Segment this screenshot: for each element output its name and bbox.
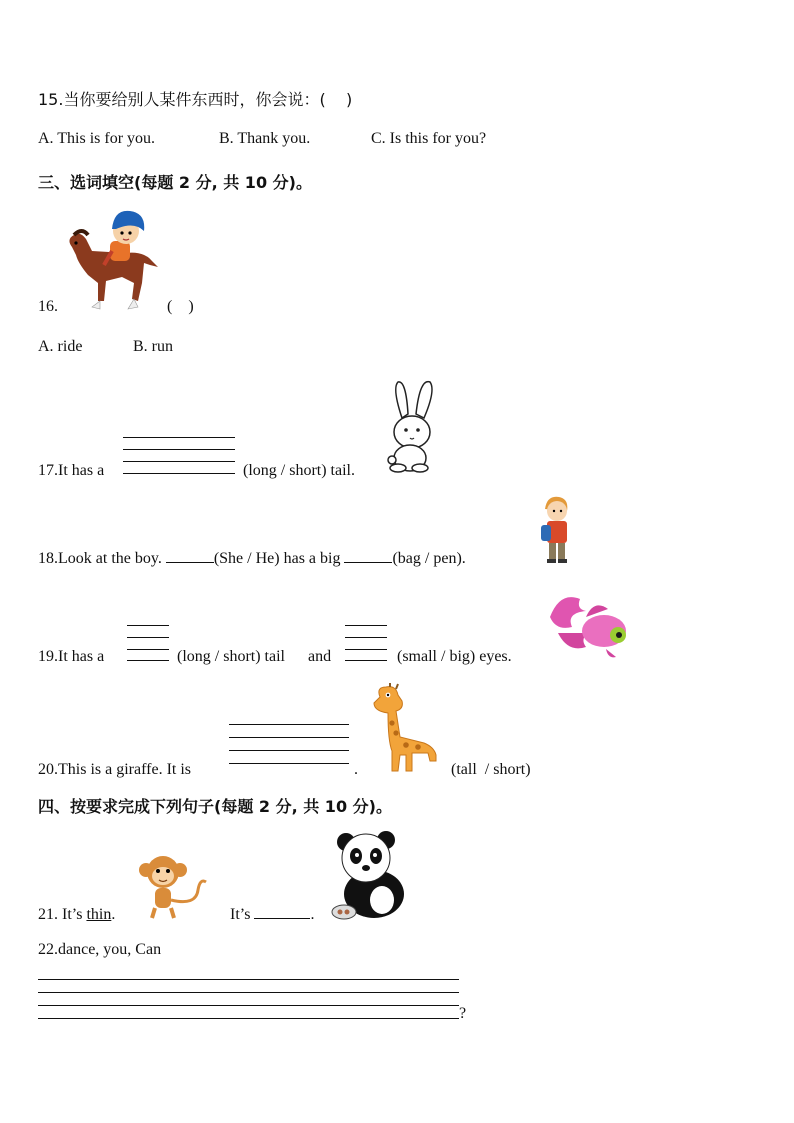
q15-option-b: B. Thank you. bbox=[219, 130, 311, 147]
q15-option-a: A. This is for you. bbox=[38, 130, 156, 147]
section3-heading: 三、选词填空(每题 2 分, 共 10 分)。 bbox=[38, 173, 312, 192]
giraffe-icon bbox=[366, 683, 442, 777]
q20-writing-line bbox=[229, 737, 349, 738]
q16-paren: ( ) bbox=[167, 298, 194, 315]
q19-text-after: (small / big) eyes. bbox=[397, 648, 512, 665]
q19-text-middle: (long / short) tail bbox=[177, 648, 285, 665]
q21-dot-2: . bbox=[310, 906, 315, 923]
boy-with-bag-icon bbox=[537, 493, 577, 567]
rabbit-icon bbox=[384, 378, 440, 474]
q21-blank[interactable] bbox=[254, 918, 310, 919]
q22-writing-line bbox=[38, 992, 459, 993]
q17-text-before: 17.It has a bbox=[38, 462, 105, 479]
q18-text bbox=[38, 550, 466, 568]
boy-riding-horse-icon bbox=[64, 205, 162, 313]
q19-writing-line bbox=[345, 660, 387, 661]
q18-blank-1[interactable] bbox=[166, 562, 214, 563]
q21-number: 21. bbox=[38, 906, 58, 923]
section4-heading: 四、按要求完成下列句子(每题 2 分, 共 10 分)。 bbox=[38, 797, 392, 816]
q19-writing-line bbox=[127, 649, 169, 650]
panda-icon bbox=[330, 828, 408, 920]
q16-option-a: A. ride bbox=[38, 338, 83, 355]
q18-text-middle: (She / He) has a big bbox=[213, 550, 341, 567]
q21-text-2 bbox=[230, 906, 314, 924]
q17-writing-line bbox=[123, 449, 235, 450]
q22-writing-line bbox=[38, 979, 459, 980]
q20-text-after: (tall / short) bbox=[451, 761, 531, 778]
q17-writing-line bbox=[123, 473, 235, 474]
q22-stem: 22.dance, you, Can bbox=[38, 941, 162, 958]
q20-writing-line bbox=[229, 763, 349, 764]
q18-text-after: (bag / pen). bbox=[392, 550, 466, 567]
q20-writing-line bbox=[229, 750, 349, 751]
q22-writing-line bbox=[38, 1018, 459, 1019]
q20-text-before: 20.This is a giraffe. It is bbox=[38, 761, 192, 778]
q17-text-after: (long / short) tail. bbox=[243, 462, 355, 479]
q22-question-mark: ? bbox=[459, 1005, 467, 1022]
q19-text-and: and bbox=[308, 648, 332, 665]
q19-text-before: 19.It has a bbox=[38, 648, 105, 665]
q19-writing-line bbox=[127, 637, 169, 638]
q15-option-c: C. Is this for you? bbox=[371, 130, 487, 147]
q16-option-b: B. run bbox=[133, 338, 173, 355]
q20-writing-line bbox=[229, 724, 349, 725]
q22-writing-line bbox=[38, 1005, 459, 1006]
q15-stem: 15.当你要给别人某件东西时，你会说：( ) bbox=[38, 90, 353, 109]
q19-writing-line bbox=[345, 637, 387, 638]
q19-writing-line bbox=[127, 660, 169, 661]
q18-blank-2[interactable] bbox=[344, 562, 392, 563]
q21-word-thin: thin bbox=[86, 906, 112, 923]
q19-writing-line bbox=[345, 649, 387, 650]
q21-dot-1: . bbox=[111, 906, 116, 923]
q19-writing-line bbox=[127, 625, 169, 626]
q16-number: 16. bbox=[38, 298, 58, 315]
q17-writing-line bbox=[123, 437, 235, 438]
q18-text-before: 18.Look at the boy. bbox=[38, 550, 162, 567]
q19-writing-line bbox=[345, 625, 387, 626]
q21-text bbox=[38, 906, 115, 924]
monkey-icon bbox=[136, 852, 208, 922]
q20-text-dot: . bbox=[354, 761, 358, 778]
q21-its-1: It’s bbox=[62, 906, 83, 923]
goldfish-icon bbox=[546, 587, 636, 661]
q17-writing-line bbox=[123, 461, 235, 462]
q21-its-2: It’s bbox=[230, 906, 251, 923]
